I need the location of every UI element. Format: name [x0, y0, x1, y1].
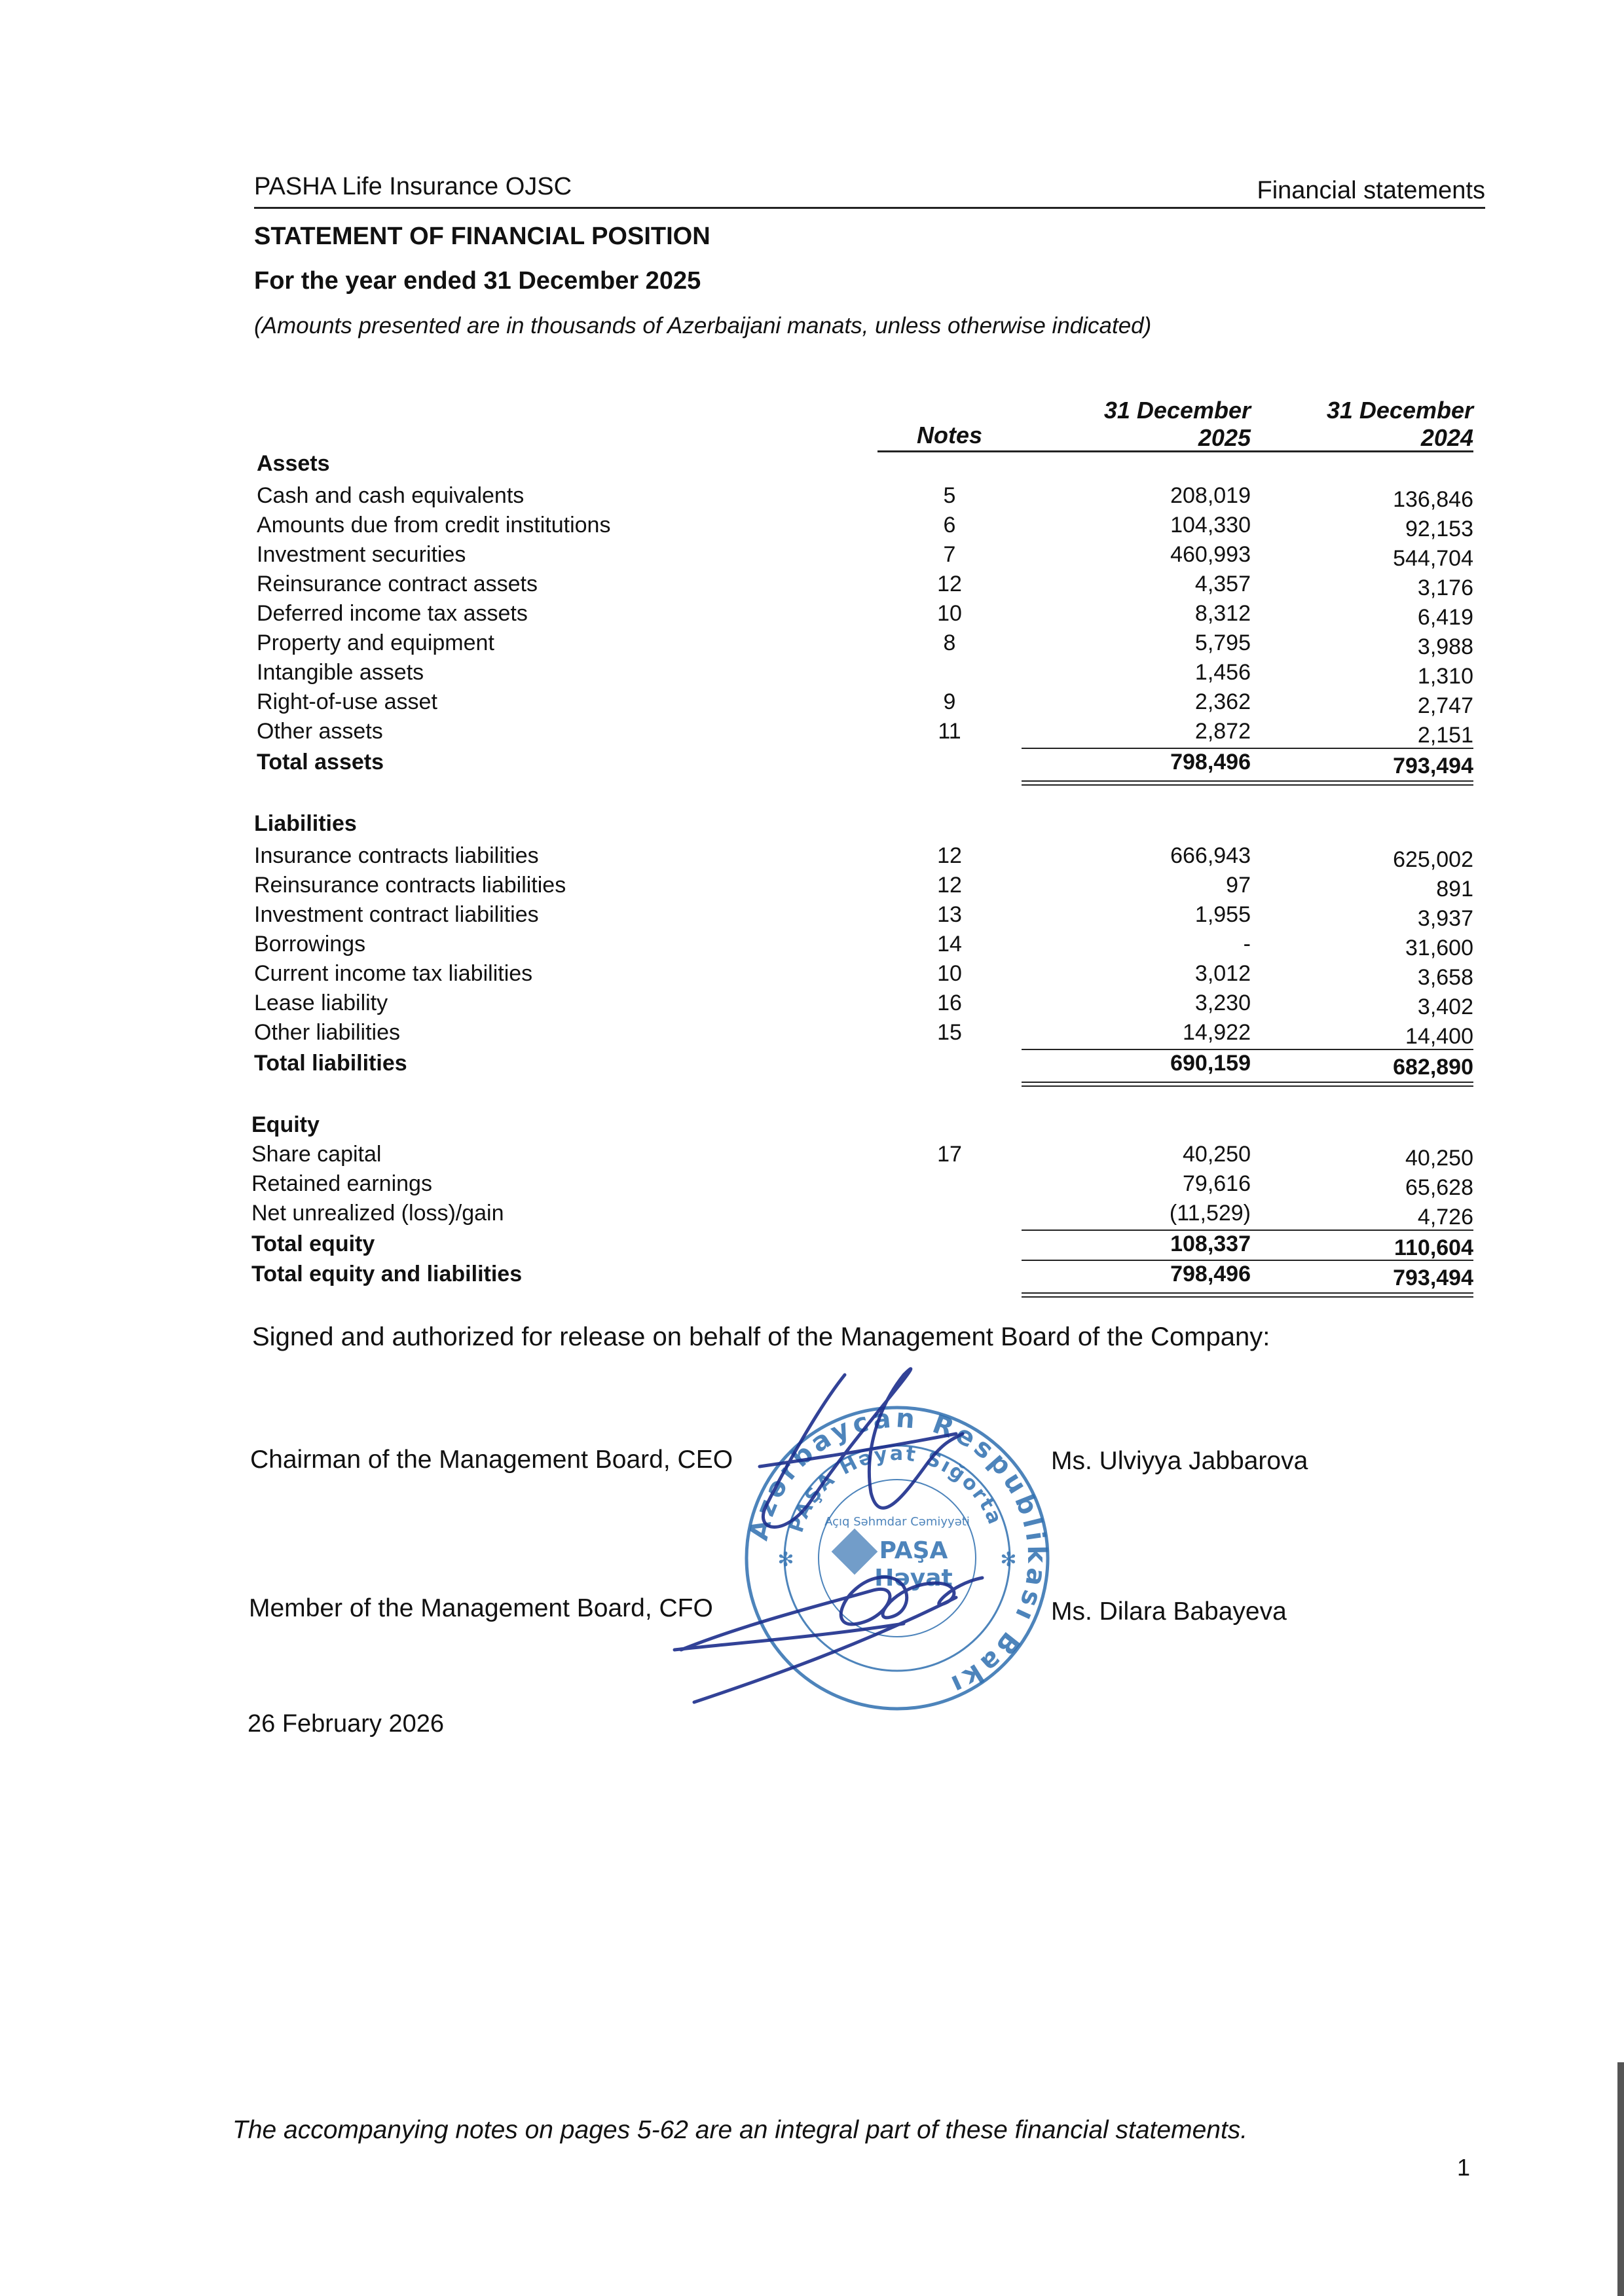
row-label: Property and equipment	[257, 630, 494, 655]
value-2025: 208,019	[1170, 483, 1251, 508]
row-note: 12	[937, 572, 962, 596]
liabilities-heading	[0, 809, 1624, 839]
row-note: 9	[943, 689, 956, 714]
row-note: 7	[943, 542, 956, 567]
row-label: Other liabilities	[254, 1020, 400, 1045]
value-2025: 5,795	[1194, 630, 1251, 655]
row-note: 10	[937, 961, 962, 986]
row-note: 13	[937, 902, 962, 927]
total-2024: 793,494	[1393, 1266, 1473, 1290]
row-label: Right-of-use asset	[257, 689, 437, 714]
row-note: 16	[937, 991, 962, 1015]
table-row	[0, 511, 1624, 540]
page-number: 1	[1456, 2154, 1470, 2181]
svg-text:✻: ✻	[1000, 1548, 1017, 1571]
total-liabilities-row	[0, 1049, 1624, 1078]
row-note: 14	[937, 932, 962, 957]
amounts-note: (Amounts presented are in thousands of Azerbaijani manats, unless otherwise indicated)	[254, 313, 1152, 338]
row-label: Deferred income tax assets	[257, 601, 528, 626]
column-header-2025-line2: 2025	[1198, 424, 1251, 451]
signer-1-role: Chairman of the Management Board, CEO	[250, 1446, 733, 1474]
table-row	[0, 481, 1624, 511]
value-2024: 3,988	[1417, 634, 1473, 659]
value-2024: 3,937	[1417, 906, 1473, 931]
assets-heading	[0, 449, 1624, 479]
row-note: 5	[943, 483, 956, 508]
signature-intro: Signed and authorized for release on behalf of the Management Board of the Company:	[252, 1322, 1270, 1351]
value-2025: 1,955	[1194, 902, 1251, 927]
value-2025: 2,872	[1194, 719, 1251, 744]
row-note: 11	[938, 719, 961, 744]
section-label: Financial statements	[1257, 177, 1485, 204]
row-note: 6	[943, 513, 956, 538]
total-label: Total liabilities	[254, 1051, 407, 1076]
row-label: Other assets	[257, 719, 383, 744]
signer-2-role: Member of the Management Board, CFO	[249, 1594, 713, 1622]
assets-heading-label: Assets	[257, 451, 330, 476]
notes-column-header: Notes	[916, 422, 983, 448]
svg-text:✻: ✻	[777, 1548, 794, 1571]
column-header-2024-line2: 2024	[1420, 424, 1473, 451]
signature-date: 26 February 2026	[248, 1710, 444, 1738]
total-2025: 690,159	[1170, 1051, 1251, 1076]
value-2025: 14,922	[1183, 1020, 1251, 1045]
row-label: Reinsurance contract assets	[257, 572, 538, 596]
value-2024: 3,658	[1417, 965, 1473, 990]
value-2024: 1,310	[1417, 664, 1473, 689]
value-2025: 3,230	[1194, 991, 1251, 1015]
column-header-2024	[1270, 397, 1473, 452]
row-label: Cash and cash equivalents	[257, 483, 525, 508]
value-2025: 1,456	[1194, 660, 1251, 685]
row-note: 15	[937, 1020, 962, 1045]
value-2024: 14,400	[1405, 1024, 1473, 1049]
table-row	[0, 540, 1624, 570]
total-equity-liabilities-row	[0, 1260, 1624, 1289]
total-2024: 793,494	[1393, 754, 1473, 778]
value-2025: 2,362	[1194, 689, 1251, 714]
table-row	[0, 841, 1624, 871]
column-header-2025	[1022, 397, 1251, 452]
row-label: Borrowings	[254, 932, 366, 957]
total-2024: 682,890	[1393, 1055, 1473, 1080]
total-double-rule	[1022, 780, 1473, 786]
row-note: 12	[937, 843, 962, 868]
row-label: Investment securities	[257, 542, 466, 567]
total-2025: 798,496	[1170, 1262, 1251, 1286]
column-header-2024-line1: 31 December	[1326, 397, 1473, 424]
table-row	[0, 900, 1624, 930]
svg-text:Həyat: Həyat	[874, 1565, 953, 1592]
row-label: Investment contract liabilities	[254, 902, 539, 927]
row-note: 10	[937, 601, 962, 626]
row-label: Intangible assets	[257, 660, 424, 685]
liabilities-heading-label: Liabilities	[254, 811, 357, 836]
statement-subtitle: For the year ended 31 December 2025	[254, 267, 701, 295]
row-label: Lease liability	[254, 991, 388, 1015]
total-equity-row	[0, 1230, 1624, 1259]
value-2024: 31,600	[1405, 936, 1473, 960]
value-2024: 625,002	[1393, 847, 1473, 872]
value-2025: 3,012	[1194, 961, 1251, 986]
table-row	[0, 959, 1624, 989]
row-note: 12	[937, 873, 962, 898]
table-row	[0, 599, 1624, 629]
value-2025: 97	[1226, 873, 1251, 898]
value-2024: 2,747	[1417, 693, 1473, 718]
table-row	[0, 871, 1624, 900]
svg-text:Azərbaycan Respublikası Bakı: Azərbaycan Respublikası Bakı	[743, 1403, 1052, 1702]
value-2025: 79,616	[1183, 1171, 1251, 1196]
statement-title: STATEMENT OF FINANCIAL POSITION	[254, 223, 710, 250]
footer-note: The accompanying notes on pages 5-62 are an integral part of these financial statements.	[232, 2116, 1248, 2144]
row-label: Current income tax liabilities	[254, 961, 533, 986]
total-double-rule	[1022, 1082, 1473, 1087]
total-assets-row	[0, 748, 1624, 777]
row-label: Net unrealized (loss)/gain	[251, 1201, 504, 1226]
signer-1-name: Ms. Ulviyya Jabbarova	[1051, 1447, 1308, 1475]
total-2024: 110,604	[1393, 1235, 1473, 1260]
handwritten-signatures	[655, 1336, 1074, 1728]
table-row	[0, 930, 1624, 959]
total-label: Total assets	[257, 750, 384, 774]
scan-edge	[1617, 2062, 1624, 2296]
equity-heading	[0, 1110, 1624, 1140]
value-2024: 136,846	[1393, 487, 1473, 512]
value-2024: 6,419	[1417, 605, 1473, 630]
table-row	[0, 1140, 1624, 1169]
signer-2-name: Ms. Dilara Babayeva	[1051, 1597, 1287, 1626]
value-2024: 4,726	[1417, 1205, 1473, 1230]
value-2024: 544,704	[1393, 546, 1473, 571]
total-2025: 798,496	[1170, 750, 1251, 774]
value-2024: 3,402	[1417, 994, 1473, 1019]
value-2024: 92,153	[1405, 517, 1473, 541]
value-2025: 4,357	[1194, 572, 1251, 596]
column-header-2025-line1: 31 December	[1103, 397, 1251, 424]
value-2025: 666,943	[1170, 843, 1251, 868]
row-label: Amounts due from credit institutions	[257, 513, 611, 538]
svg-text:Açıq Səhmdar Cəmiyyəti: Açıq Səhmdar Cəmiyyəti	[824, 1515, 970, 1529]
value-2025: -	[1243, 932, 1251, 957]
table-row	[0, 1018, 1624, 1048]
value-2025: 8,312	[1194, 601, 1251, 626]
total-2025: 108,337	[1170, 1231, 1251, 1256]
value-2024: 2,151	[1417, 723, 1473, 748]
svg-text:PAŞA Həyat Sığorta: PAŞA Həyat Sığorta	[784, 1442, 1007, 1536]
table-row	[0, 717, 1624, 746]
row-note: 17	[937, 1142, 962, 1167]
value-2024: 891	[1436, 877, 1473, 902]
table-row	[0, 687, 1624, 717]
svg-text:PAŞA: PAŞA	[879, 1537, 948, 1564]
table-row	[0, 1199, 1624, 1228]
row-note: 8	[943, 630, 956, 655]
table-row	[0, 570, 1624, 599]
header-divider	[254, 207, 1485, 209]
table-row	[0, 629, 1624, 658]
row-label: Reinsurance contracts liabilities	[254, 873, 566, 898]
row-label: Share capital	[251, 1142, 382, 1167]
value-2024: 40,250	[1405, 1146, 1473, 1171]
total-double-rule	[1022, 1292, 1473, 1298]
value-2025: 40,250	[1183, 1142, 1251, 1167]
table-row	[0, 658, 1624, 687]
row-label: Insurance contracts liabilities	[254, 843, 539, 868]
value-2024: 65,628	[1405, 1175, 1473, 1200]
value-2025: (11,529)	[1169, 1201, 1251, 1226]
value-2025: 104,330	[1170, 513, 1251, 538]
value-2025: 460,993	[1170, 542, 1251, 567]
total-label: Total equity and liabilities	[251, 1262, 523, 1286]
table-row	[0, 1169, 1624, 1199]
company-name: PASHA Life Insurance OJSC	[254, 173, 572, 200]
table-row	[0, 989, 1624, 1018]
value-2024: 3,176	[1417, 575, 1473, 600]
total-label: Total equity	[251, 1231, 375, 1256]
equity-heading-label: Equity	[251, 1112, 320, 1137]
row-label: Retained earnings	[251, 1171, 432, 1196]
